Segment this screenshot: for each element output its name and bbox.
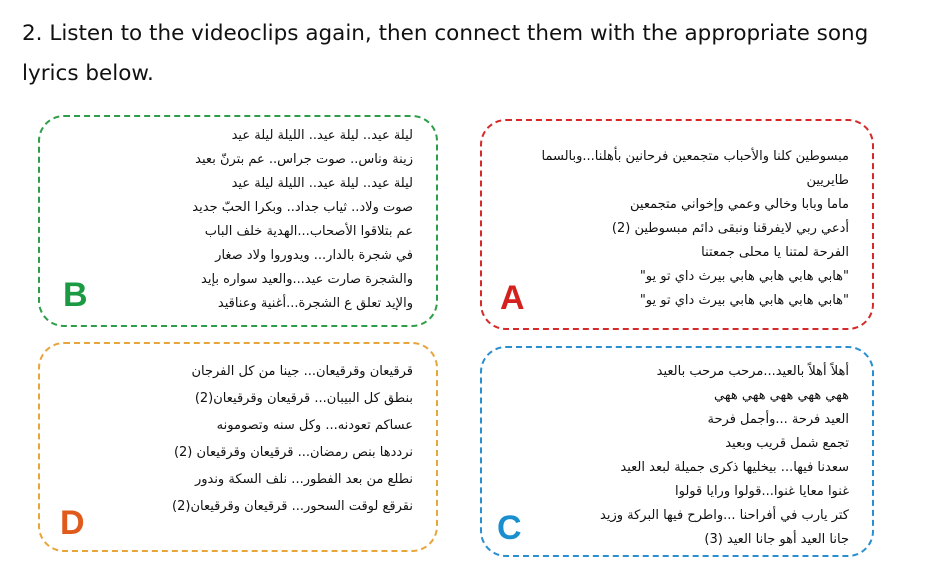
box-letter-a: A: [500, 279, 525, 317]
lyric-line: نقرقع لوقت السحور... قرقيعان وقرقيعان(2): [172, 499, 413, 514]
box-letter-b: B: [63, 276, 88, 314]
lyric-line: ليلة عيد.. ليلة عيد.. الليلة ليلة عيد: [231, 128, 413, 143]
lyric-line: قرقيعان وقرقيعان... جينا من كل الفرجان: [191, 364, 413, 379]
instruction-text: 2. Listen to the videoclips again, then connect them with the appropriate song lyrics below.: [22, 21, 869, 86]
lyric-line: زينة وناس.. صوت جراس.. عم بترنّ بعيد: [195, 152, 413, 167]
lyric-line: "هابي هابي هابي هابي بيرث داي تو يو": [639, 293, 849, 308]
lyric-line: جانا العيد أهو جانا العيد (3): [704, 532, 849, 547]
lyrics-list-a: [504, 145, 849, 313]
lyric-line: نطلع من بعد الفطور... نلف السكة وندور: [194, 472, 413, 487]
lyric-line: مبسوطين كلنا والأحباب متجمعين فرحانين بأهلنا...وبالسما طايريين: [541, 149, 849, 188]
lyrics-list-c: [504, 360, 849, 552]
lyric-line: صوت ولاد.. ثياب جداد.. وبكرا الحبّ جديد: [192, 200, 413, 215]
lyric-line: عساكم تعودنه... وكل سنه وتصومونه: [216, 418, 413, 433]
lyrics-list-b: [53, 124, 413, 316]
lyric-line: بنطق كل البيبان... قرقيعان وقرقيعان(2): [194, 391, 413, 406]
lyric-line: والإيد تعلق ع الشجرة...أغنية وعناقيد: [217, 296, 413, 311]
lyric-line: نرددها بنص رمضان... قرقيعان وقرقيعان (2): [173, 445, 413, 460]
lyric-line: في شجرة بالدار... ويدوروا ولاد صغار: [215, 248, 413, 263]
lyric-line: ليلة عيد.. ليلة عيد.. الليلة ليلة عيد: [231, 176, 413, 191]
lyrics-list-d: [53, 358, 413, 520]
lyric-line: عم بتلاقوا الأصحاب...الهدية خلف الباب: [204, 224, 413, 239]
lyric-line: أهلاً أهلاً بالعيد...مرحب مرحب بالعيد: [656, 364, 849, 379]
lyric-line: سعدنا فيها... بيخليها ذكرى جميلة لبعد العيد: [620, 460, 849, 475]
box-letter-d: D: [60, 504, 85, 542]
lyric-line: العيد فرحة ...وأجمل فرحة: [707, 412, 849, 427]
lyric-line: الفرحة لمتنا يا محلى جمعتنا: [701, 245, 849, 260]
lyric-line: تجمع شمل قريب وبعيد: [725, 436, 849, 451]
lyric-line: أدعي ربي لايفرقنا ونبقى دائم مبسوطين (2): [611, 221, 849, 236]
lyric-line: كتر يارب في أفراحنا ...واطرح فيها البركة وزيد: [600, 508, 849, 523]
lyric-line: ماما وبابا وخالي وعمي وإخواني متجمعين: [630, 197, 849, 212]
lyric-line: ههي ههي ههي ههي ههي: [714, 388, 849, 403]
box-letter-c: C: [497, 509, 522, 547]
lyric-line: والشجرة صارت عيد...والعيد سواره بإيد: [201, 272, 413, 287]
lyric-line: غنوا معايا غنوا...قولوا ورايا قولوا: [675, 484, 849, 499]
lyric-line: "هابي هابي هابي هابي بيرث داي تو يو": [639, 269, 849, 284]
